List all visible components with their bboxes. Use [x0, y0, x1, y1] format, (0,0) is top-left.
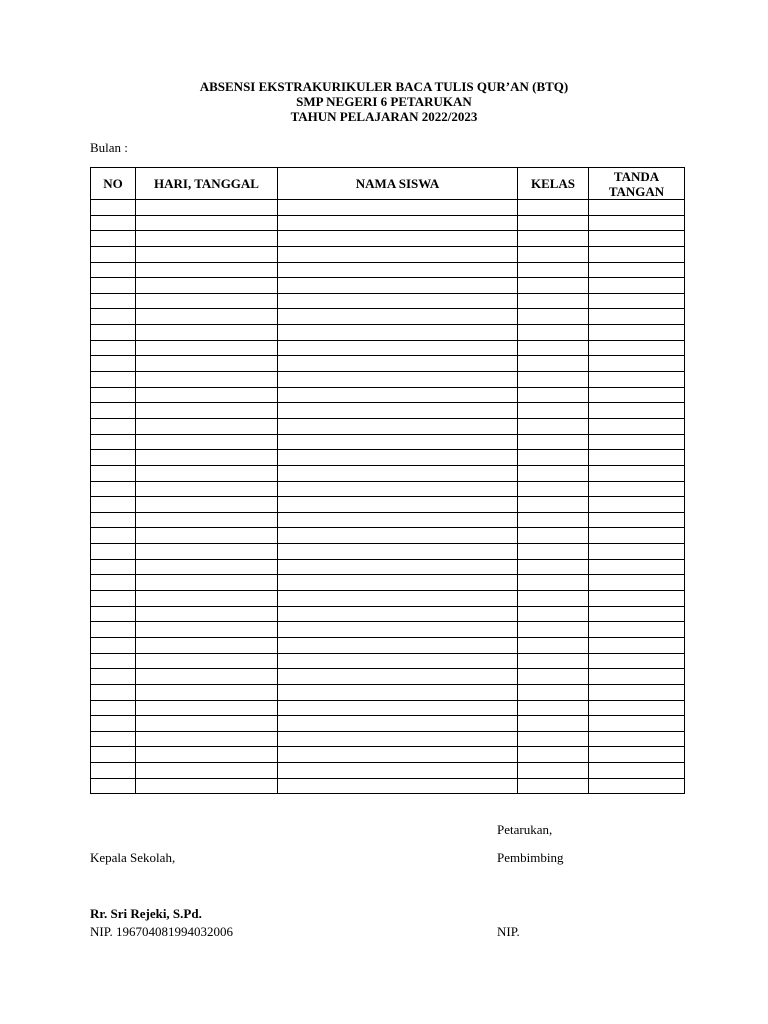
- tanda-tangan-cell[interactable]: [589, 372, 685, 388]
- nama-siswa-cell[interactable]: [278, 356, 518, 372]
- attendance-table-body: [91, 200, 685, 794]
- kepala-sekolah-name: Rr. Sri Rejeki, S.Pd.: [90, 906, 202, 921]
- tanda-tangan-cell[interactable]: [589, 637, 685, 653]
- hari-tanggal-cell[interactable]: [136, 747, 278, 763]
- nama-siswa-cell[interactable]: [278, 606, 518, 622]
- table-row: [91, 606, 685, 622]
- no-cell[interactable]: [91, 559, 136, 575]
- hari-tanggal-cell[interactable]: [136, 731, 278, 747]
- tanda-tangan-cell[interactable]: [589, 325, 685, 341]
- tanda-tangan-cell[interactable]: [589, 356, 685, 372]
- nama-siswa-cell[interactable]: [278, 731, 518, 747]
- kelas-cell[interactable]: [518, 763, 589, 779]
- no-cell[interactable]: [91, 434, 136, 450]
- kelas-cell[interactable]: [518, 200, 589, 216]
- kelas-cell[interactable]: [518, 356, 589, 372]
- no-cell[interactable]: [91, 215, 136, 231]
- hari-tanggal-cell[interactable]: [136, 684, 278, 700]
- header-kelas: KELAS: [518, 168, 589, 200]
- nama-siswa-cell[interactable]: [278, 747, 518, 763]
- hari-tanggal-cell[interactable]: [136, 340, 278, 356]
- table-row: [91, 700, 685, 716]
- tanda-tangan-cell[interactable]: [589, 622, 685, 638]
- table-row: [91, 434, 685, 450]
- tanda-tangan-cell[interactable]: [589, 231, 685, 247]
- table-row: [91, 512, 685, 528]
- kelas-cell[interactable]: [518, 434, 589, 450]
- kelas-cell[interactable]: [518, 684, 589, 700]
- table-row: [91, 731, 685, 747]
- header-no: NO: [91, 168, 136, 200]
- nama-siswa-cell[interactable]: [278, 637, 518, 653]
- nama-siswa-cell[interactable]: [278, 559, 518, 575]
- attendance-table: [90, 167, 685, 794]
- hari-tanggal-cell[interactable]: [136, 278, 278, 294]
- tanda-tangan-cell[interactable]: [589, 778, 685, 794]
- hari-tanggal-cell[interactable]: [136, 387, 278, 403]
- tanda-tangan-cell[interactable]: [589, 418, 685, 434]
- table-row: [91, 450, 685, 466]
- no-cell[interactable]: [91, 293, 136, 309]
- no-cell[interactable]: [91, 606, 136, 622]
- no-cell[interactable]: [91, 544, 136, 560]
- tanda-tangan-cell[interactable]: [589, 309, 685, 325]
- pembimbing-label: Pembimbing: [497, 850, 564, 865]
- nama-siswa-cell[interactable]: [278, 684, 518, 700]
- kepala-sekolah-label: Kepala Sekolah,: [90, 850, 176, 865]
- kelas-cell[interactable]: [518, 622, 589, 638]
- kelas-cell[interactable]: [518, 669, 589, 685]
- no-cell[interactable]: [91, 512, 136, 528]
- nama-siswa-cell[interactable]: [278, 434, 518, 450]
- tanda-tangan-cell[interactable]: [589, 591, 685, 607]
- kelas-cell[interactable]: [518, 591, 589, 607]
- nama-siswa-cell[interactable]: [278, 653, 518, 669]
- table-row: [91, 309, 685, 325]
- document-title-line-3: TAHUN PELAJARAN 2022/2023: [290, 109, 478, 124]
- hari-tanggal-cell[interactable]: [136, 528, 278, 544]
- hari-tanggal-cell[interactable]: [136, 309, 278, 325]
- hari-tanggal-cell[interactable]: [136, 622, 278, 638]
- nama-siswa-cell[interactable]: [278, 716, 518, 732]
- tanda-tangan-cell[interactable]: [589, 278, 685, 294]
- no-cell[interactable]: [91, 418, 136, 434]
- hari-tanggal-cell[interactable]: [136, 450, 278, 466]
- kelas-cell[interactable]: [518, 215, 589, 231]
- kelas-cell[interactable]: [518, 403, 589, 419]
- kelas-cell[interactable]: [518, 778, 589, 794]
- table-header-row: [91, 168, 685, 200]
- kelas-cell[interactable]: [518, 278, 589, 294]
- kelas-cell[interactable]: [518, 575, 589, 591]
- no-cell[interactable]: [91, 622, 136, 638]
- hari-tanggal-cell[interactable]: [136, 231, 278, 247]
- nama-siswa-cell[interactable]: [278, 325, 518, 341]
- kelas-cell[interactable]: [518, 544, 589, 560]
- tanda-tangan-cell[interactable]: [589, 246, 685, 262]
- no-cell[interactable]: [91, 481, 136, 497]
- table-row: [91, 778, 685, 794]
- kelas-cell[interactable]: [518, 387, 589, 403]
- kelas-cell[interactable]: [518, 700, 589, 716]
- hari-tanggal-cell[interactable]: [136, 200, 278, 216]
- table-row: [91, 372, 685, 388]
- table-row: [91, 684, 685, 700]
- hari-tanggal-cell[interactable]: [136, 575, 278, 591]
- kelas-cell[interactable]: [518, 637, 589, 653]
- nama-siswa-cell[interactable]: [278, 512, 518, 528]
- hari-tanggal-cell[interactable]: [136, 372, 278, 388]
- nama-siswa-cell[interactable]: [278, 465, 518, 481]
- nama-siswa-cell[interactable]: [278, 544, 518, 560]
- tanda-tangan-cell[interactable]: [589, 340, 685, 356]
- no-cell[interactable]: [91, 637, 136, 653]
- tanda-tangan-cell[interactable]: [589, 606, 685, 622]
- no-cell[interactable]: [91, 309, 136, 325]
- tanda-tangan-cell[interactable]: [589, 763, 685, 779]
- tanda-tangan-cell[interactable]: [589, 403, 685, 419]
- nama-siswa-cell[interactable]: [278, 669, 518, 685]
- header-tanda-line-1: TANDA: [613, 168, 660, 184]
- kelas-cell[interactable]: [518, 497, 589, 513]
- table-row: [91, 215, 685, 231]
- no-cell[interactable]: [91, 450, 136, 466]
- tanda-tangan-cell[interactable]: [589, 215, 685, 231]
- kelas-cell[interactable]: [518, 512, 589, 528]
- tanda-tangan-cell[interactable]: [589, 512, 685, 528]
- nama-siswa-cell[interactable]: [278, 387, 518, 403]
- table-row: [91, 669, 685, 685]
- hari-tanggal-cell[interactable]: [136, 246, 278, 262]
- table-row: [91, 278, 685, 294]
- table-row: [91, 262, 685, 278]
- kelas-cell[interactable]: [518, 325, 589, 341]
- nama-siswa-cell[interactable]: [278, 262, 518, 278]
- table-row: [91, 591, 685, 607]
- table-row: [91, 637, 685, 653]
- nama-siswa-cell[interactable]: [278, 778, 518, 794]
- no-cell[interactable]: [91, 403, 136, 419]
- tanda-tangan-cell[interactable]: [589, 293, 685, 309]
- place-label: Petarukan,: [497, 822, 553, 837]
- no-cell[interactable]: [91, 763, 136, 779]
- hari-tanggal-cell[interactable]: [136, 465, 278, 481]
- nama-siswa-cell[interactable]: [278, 215, 518, 231]
- hari-tanggal-cell[interactable]: [136, 700, 278, 716]
- no-cell[interactable]: [91, 278, 136, 294]
- table-row: [91, 340, 685, 356]
- table-row: [91, 246, 685, 262]
- table-row: [91, 716, 685, 732]
- table-row: [91, 747, 685, 763]
- kelas-cell[interactable]: [518, 372, 589, 388]
- header-tanda-tangan: [589, 168, 685, 200]
- tanda-tangan-cell[interactable]: [589, 200, 685, 216]
- document-title-line-1: ABSENSI EKSTRAKURIKULER BACA TULIS QUR’AN (BTQ): [199, 79, 569, 94]
- kelas-cell[interactable]: [518, 731, 589, 747]
- hari-tanggal-cell[interactable]: [136, 497, 278, 513]
- hari-tanggal-cell[interactable]: [136, 356, 278, 372]
- nama-siswa-cell[interactable]: [278, 372, 518, 388]
- hari-tanggal-cell[interactable]: [136, 559, 278, 575]
- table-row: [91, 528, 685, 544]
- nama-siswa-cell[interactable]: [278, 246, 518, 262]
- kelas-cell[interactable]: [518, 340, 589, 356]
- hari-tanggal-cell[interactable]: [136, 434, 278, 450]
- kelas-cell[interactable]: [518, 262, 589, 278]
- hari-tanggal-cell[interactable]: [136, 418, 278, 434]
- table-row: [91, 325, 685, 341]
- kelas-cell[interactable]: [518, 246, 589, 262]
- nama-siswa-cell[interactable]: [278, 622, 518, 638]
- kelas-cell[interactable]: [518, 450, 589, 466]
- hari-tanggal-cell[interactable]: [136, 606, 278, 622]
- kelas-cell[interactable]: [518, 747, 589, 763]
- tanda-tangan-cell[interactable]: [589, 528, 685, 544]
- hari-tanggal-cell[interactable]: [136, 637, 278, 653]
- kelas-cell[interactable]: [518, 465, 589, 481]
- tanda-tangan-cell[interactable]: [589, 450, 685, 466]
- nama-siswa-cell[interactable]: [278, 309, 518, 325]
- tanda-tangan-cell[interactable]: [589, 684, 685, 700]
- tanda-tangan-cell[interactable]: [589, 465, 685, 481]
- nama-siswa-cell[interactable]: [278, 575, 518, 591]
- no-cell[interactable]: [91, 575, 136, 591]
- no-cell[interactable]: [91, 246, 136, 262]
- nama-siswa-cell[interactable]: [278, 497, 518, 513]
- hari-tanggal-cell[interactable]: [136, 325, 278, 341]
- header-tanda-line-2: TANGAN: [608, 183, 665, 199]
- kelas-cell[interactable]: [518, 418, 589, 434]
- table-row: [91, 403, 685, 419]
- table-row: [91, 231, 685, 247]
- no-cell[interactable]: [91, 497, 136, 513]
- kelas-cell[interactable]: [518, 653, 589, 669]
- kelas-cell[interactable]: [518, 231, 589, 247]
- kelas-cell[interactable]: [518, 606, 589, 622]
- no-cell[interactable]: [91, 465, 136, 481]
- kelas-cell[interactable]: [518, 293, 589, 309]
- table-row: [91, 418, 685, 434]
- nama-siswa-cell[interactable]: [278, 450, 518, 466]
- hari-tanggal-cell[interactable]: [136, 778, 278, 794]
- kelas-cell[interactable]: [518, 528, 589, 544]
- table-row: [91, 293, 685, 309]
- hari-tanggal-cell[interactable]: [136, 763, 278, 779]
- header-hari-tanggal: HARI, TANGGAL: [136, 168, 278, 200]
- bulan-label: Bulan :: [90, 140, 128, 155]
- hari-tanggal-cell[interactable]: [136, 262, 278, 278]
- no-cell[interactable]: [91, 669, 136, 685]
- nama-siswa-cell[interactable]: [278, 763, 518, 779]
- hari-tanggal-cell[interactable]: [136, 591, 278, 607]
- nama-siswa-cell[interactable]: [278, 200, 518, 216]
- nama-siswa-cell[interactable]: [278, 231, 518, 247]
- tanda-tangan-cell[interactable]: [589, 700, 685, 716]
- tanda-tangan-cell[interactable]: [589, 575, 685, 591]
- tanda-tangan-cell[interactable]: [589, 387, 685, 403]
- tanda-tangan-cell[interactable]: [589, 559, 685, 575]
- no-cell[interactable]: [91, 778, 136, 794]
- header-nama-siswa: NAMA SISWA: [278, 168, 518, 200]
- nama-siswa-cell[interactable]: [278, 700, 518, 716]
- pembimbing-nip: NIP.: [497, 924, 520, 939]
- tanda-tangan-cell[interactable]: [589, 544, 685, 560]
- no-cell[interactable]: [91, 372, 136, 388]
- table-row: [91, 497, 685, 513]
- no-cell[interactable]: [91, 356, 136, 372]
- nama-siswa-cell[interactable]: [278, 278, 518, 294]
- hari-tanggal-cell[interactable]: [136, 669, 278, 685]
- no-cell[interactable]: [91, 747, 136, 763]
- table-row: [91, 200, 685, 216]
- no-cell[interactable]: [91, 716, 136, 732]
- no-cell[interactable]: [91, 200, 136, 216]
- tanda-tangan-cell[interactable]: [589, 747, 685, 763]
- kepala-sekolah-nip: NIP. 196704081994032006: [90, 924, 234, 939]
- kelas-cell[interactable]: [518, 309, 589, 325]
- nama-siswa-cell[interactable]: [278, 293, 518, 309]
- table-row: [91, 575, 685, 591]
- table-row: [91, 622, 685, 638]
- table-row: [91, 544, 685, 560]
- document-title-line-2: SMP NEGERI 6 PETARUKAN: [296, 94, 472, 109]
- hari-tanggal-cell[interactable]: [136, 544, 278, 560]
- nama-siswa-cell[interactable]: [278, 418, 518, 434]
- no-cell[interactable]: [91, 731, 136, 747]
- hari-tanggal-cell[interactable]: [136, 403, 278, 419]
- kelas-cell[interactable]: [518, 559, 589, 575]
- table-row: [91, 653, 685, 669]
- nama-siswa-cell[interactable]: [278, 403, 518, 419]
- hari-tanggal-cell[interactable]: [136, 653, 278, 669]
- hari-tanggal-cell[interactable]: [136, 215, 278, 231]
- tanda-tangan-cell[interactable]: [589, 481, 685, 497]
- hari-tanggal-cell[interactable]: [136, 512, 278, 528]
- tanda-tangan-cell[interactable]: [589, 497, 685, 513]
- no-cell[interactable]: [91, 528, 136, 544]
- tanda-tangan-cell[interactable]: [589, 262, 685, 278]
- no-cell[interactable]: [91, 325, 136, 341]
- nama-siswa-cell[interactable]: [278, 340, 518, 356]
- kelas-cell[interactable]: [518, 481, 589, 497]
- tanda-tangan-cell[interactable]: [589, 653, 685, 669]
- no-cell[interactable]: [91, 700, 136, 716]
- table-row: [91, 356, 685, 372]
- no-cell[interactable]: [91, 591, 136, 607]
- tanda-tangan-cell[interactable]: [589, 731, 685, 747]
- nama-siswa-cell[interactable]: [278, 481, 518, 497]
- no-cell[interactable]: [91, 387, 136, 403]
- no-cell[interactable]: [91, 653, 136, 669]
- hari-tanggal-cell[interactable]: [136, 293, 278, 309]
- tanda-tangan-cell[interactable]: [589, 434, 685, 450]
- hari-tanggal-cell[interactable]: [136, 481, 278, 497]
- no-cell[interactable]: [91, 684, 136, 700]
- no-cell[interactable]: [91, 231, 136, 247]
- tanda-tangan-cell[interactable]: [589, 716, 685, 732]
- table-row: [91, 763, 685, 779]
- kelas-cell[interactable]: [518, 716, 589, 732]
- tanda-tangan-cell[interactable]: [589, 669, 685, 685]
- no-cell[interactable]: [91, 262, 136, 278]
- table-row: [91, 465, 685, 481]
- table-row: [91, 387, 685, 403]
- nama-siswa-cell[interactable]: [278, 528, 518, 544]
- table-row: [91, 481, 685, 497]
- hari-tanggal-cell[interactable]: [136, 716, 278, 732]
- nama-siswa-cell[interactable]: [278, 591, 518, 607]
- table-row: [91, 559, 685, 575]
- no-cell[interactable]: [91, 340, 136, 356]
